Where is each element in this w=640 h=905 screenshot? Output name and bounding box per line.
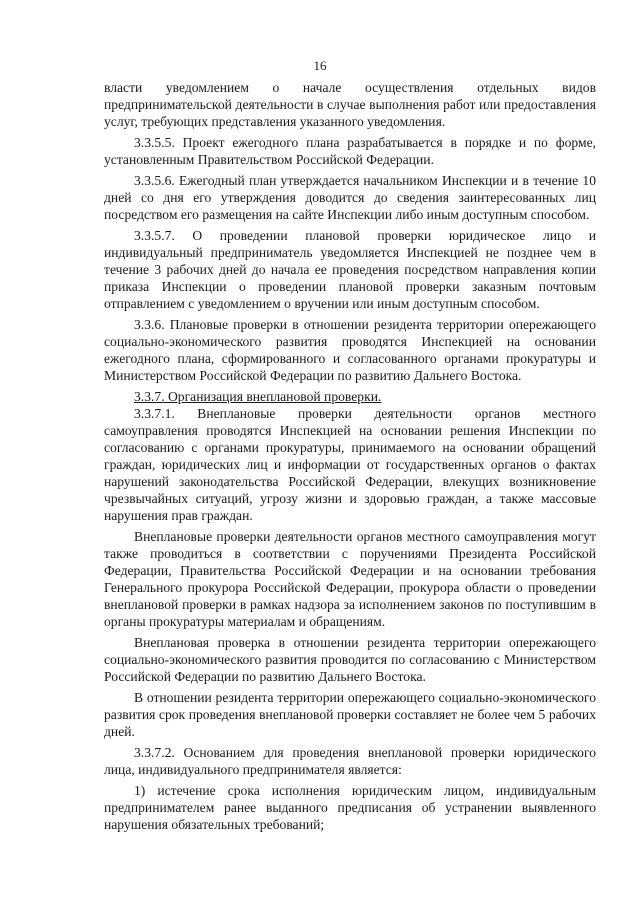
page-number: 16 xyxy=(313,58,327,73)
paragraph-3-3-5-5: 3.3.5.5. Проект ежегодного плана разрабатывается в порядке и по форме, установленным Правительством Российской Федерации. xyxy=(104,135,596,167)
paragraph-unscheduled-local-gov: Внеплановые проверки деятельности органов местного самоуправления могут также проводиться в соответствии с поручениями Президента Российской Федерации, Правительства Российской Федерации и на основании требования Генерального прокурора Российской Федерации, прокурора области о проведении внеплановой проверки в рамках надзора за исполнением законов по поступившим в органы прокуратуры материалам и обращениям. xyxy=(104,529,596,629)
paragraph-3-3-7-1: 3.3.7.1. Внеплановые проверки деятельности органов местного самоуправления проводятся Инспекцией на основании решения Инспекции по согласованию с органами прокуратуры, принимаемого на основании обращений граждан, юридических лиц и информации от государственных органов о фактах нарушений законодательства Российской Федерации, влекущих возникновение чрезвычайных ситуаций, угрозу жизни и здоровью граждан, а также массовые нарушения прав граждан. xyxy=(104,406,596,523)
paragraph-unscheduled-resident: Внеплановая проверка в отношении резидента территории опережающего социально-экономического развития проводится по согласованию с Министерством Российской Федерации по развитию Дальнего Востока. xyxy=(104,635,596,684)
document-body xyxy=(104,79,596,833)
section-heading-text: 3.3.7. Организация внеплановой проверки. xyxy=(134,389,382,404)
paragraph-3-3-5-6: 3.3.5.6. Ежегодный план утверждается начальником Инспекции и в течение 10 дней со дня его утверждения доводится до сведения заинтересованных лиц посредством его размещения на сайте Инспекции либо иным доступным способом. xyxy=(104,173,596,222)
paragraph-3-3-6: 3.3.6. Плановые проверки в отношении резидента территории опережающего социально-экономического развития проводятся Инспекцией на основании ежегодного плана, сформированного и согласованного органами прокуратуры и Министерством Российской Федерации по развитию Дальнего Востока. xyxy=(104,317,596,383)
paragraph-item-1: 1) истечение срока исполнения юридическим лицом, индивидуальным предпринимателем ранее выданного предписания об устранении выявленного нарушения обязательных требований; xyxy=(104,783,596,832)
paragraph-3-3-7-2: 3.3.7.2. Основанием для проведения внеплановой проверки юридического лица, индивидуального предпринимателя является: xyxy=(104,745,596,777)
paragraph-continuation: власти уведомлением о начале осуществления отдельных видов предпринимательской деятельности в случае выполнения работ или предоставления услуг, требующих представления указанного уведомления. xyxy=(104,80,596,129)
paragraph-3-3-5-7: 3.3.5.7. О проведении плановой проверки юридическое лицо и индивидуальный предприниматель уведомляется Инспекцией не позднее чем в течение 3 рабочих дней до начала ее проведения посредством направления копии приказа Инспекции о проведении плановой проверки заказным почтовым отправлением с уведомлением о вручении или иным доступным способом. xyxy=(104,228,596,311)
section-heading-3-3-7 xyxy=(104,388,596,405)
paragraph-resident-term: В отношении резидента территории опережающего социально-экономического развития срок проведения внеплановой проверки составляет не более чем 5 рабочих дней. xyxy=(104,690,596,739)
